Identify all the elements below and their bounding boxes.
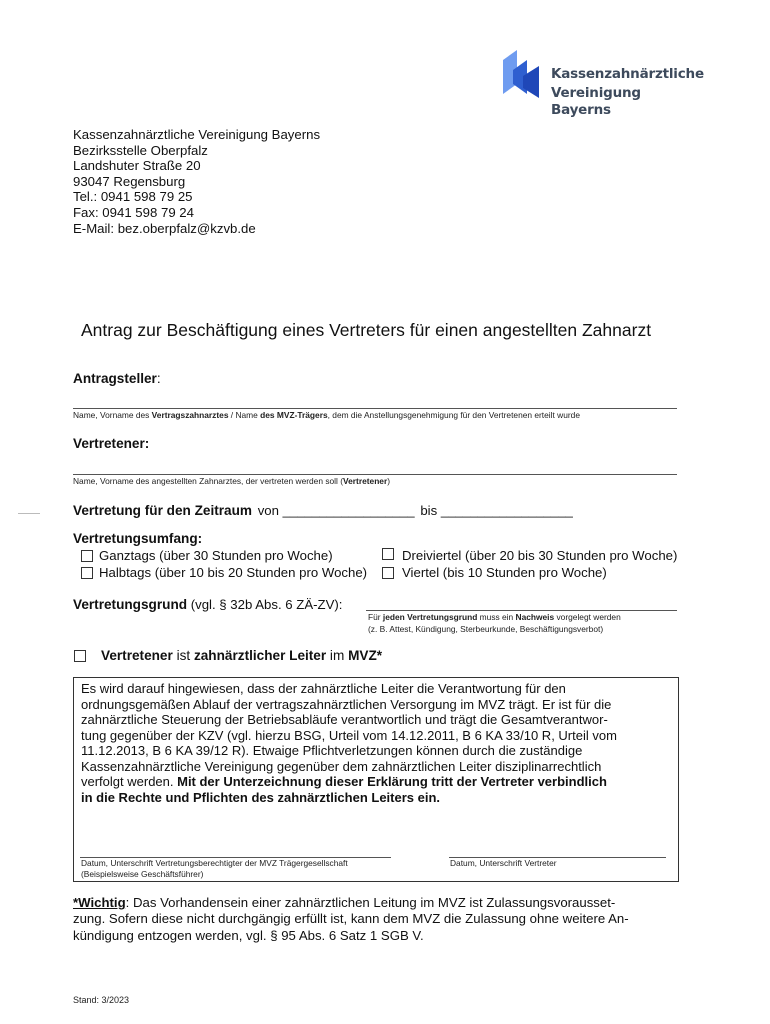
logo-line-2: Vereinigung Bayerns bbox=[551, 85, 641, 118]
kzvb-logo-icon bbox=[503, 50, 541, 100]
option-ganztags: Ganztags (über 30 Stunden pro Woche) bbox=[99, 548, 333, 563]
hint-bold: Nachweis bbox=[515, 612, 555, 622]
grund-row bbox=[73, 597, 342, 612]
vertretener-input-line[interactable] bbox=[73, 462, 677, 475]
hint-bold: Vertretener bbox=[343, 476, 388, 486]
leiter-text: im bbox=[326, 648, 349, 663]
hint-text: ) bbox=[387, 476, 391, 486]
address-line: Landshuter Straße 20 bbox=[73, 158, 201, 174]
wichtig-line: kündigung entzogen werden, vgl. § 95 Abs. 6 Satz 1 SGB V. bbox=[73, 927, 424, 943]
notice-line: Kassenzahnärztliche Vereinigung gegenüber dem zahnärztlichen Leiter disziplinarrechtlich bbox=[81, 758, 602, 774]
checkbox-leiter[interactable] bbox=[74, 650, 86, 662]
zeitraum-bis-field[interactable]: __________________ bbox=[440, 503, 573, 518]
checkbox-halbtags[interactable] bbox=[81, 567, 93, 579]
margin-mark bbox=[18, 513, 40, 514]
grund-input-line[interactable] bbox=[366, 598, 677, 611]
antragsteller-input-line[interactable] bbox=[73, 396, 677, 409]
grund-hint-2: (z. B. Attest, Kündigung, Sterbeurkunde, Beschäftigungsverbot) bbox=[368, 624, 604, 634]
signature-hint-line: (Beispielsweise Geschäftsführer) bbox=[81, 869, 204, 879]
signature-hint-vertreter: Datum, Unterschrift Vertreter bbox=[450, 858, 557, 868]
hint-text: vorgelegt werden bbox=[554, 612, 621, 622]
leiter-bold: Vertretener bbox=[101, 648, 173, 663]
notice-line bbox=[81, 774, 617, 790]
zeitraum-label: Vertretung für den Zeitraum bbox=[73, 503, 253, 518]
hint-text: Für bbox=[368, 612, 383, 622]
wichtig-line bbox=[73, 895, 629, 911]
antragsteller-label: Antragsteller bbox=[73, 371, 157, 386]
wichtig-label: *Wichtig bbox=[73, 895, 126, 910]
zeitraum-row bbox=[73, 503, 573, 518]
leiter-bold: zahnärztlicher Leiter bbox=[193, 648, 327, 663]
wichtig-note bbox=[73, 895, 629, 944]
signature-hint-traeger bbox=[81, 858, 348, 880]
leiter-notice-box bbox=[73, 677, 679, 882]
checkbox-viertel[interactable] bbox=[382, 567, 394, 579]
logo-line-1: Kassenzahnärztliche bbox=[551, 66, 704, 82]
zeitraum-bis: bis bbox=[420, 503, 438, 518]
vertretener-hint bbox=[73, 476, 390, 487]
signature-hint-line: Datum, Unterschrift Vertretungsberechtigter der MVZ Trägergesellschaft bbox=[81, 858, 348, 868]
notice-text bbox=[81, 681, 617, 805]
address-phone: Tel.: 0941 598 79 25 bbox=[73, 189, 193, 205]
stand-footer: Stand: 3/2023 bbox=[73, 995, 130, 1005]
leiter-bold: MVZ* bbox=[348, 648, 383, 663]
notice-line: zahnärztliche Steuerung der Betriebsabläufe verantwortlich und trägt die Gesamtverantwor- bbox=[81, 712, 608, 727]
address-line: Kassenzahnärztliche Vereinigung Bayerns bbox=[73, 127, 321, 142]
address-block bbox=[73, 127, 320, 236]
checkbox-dreiviertel[interactable] bbox=[382, 548, 394, 560]
notice-line: 11.12.2013, B 6 KA 39/12 R). Etwaige Pflichtverletzungen können durch die zuständige bbox=[81, 743, 583, 758]
notice-text-part: verfolgt werden. bbox=[81, 774, 178, 789]
address-line: 93047 Regensburg bbox=[73, 173, 186, 189]
checkbox-ganztags[interactable] bbox=[81, 550, 93, 562]
notice-line: ordnungsgemäßen Ablauf der vertragszahnärztlichen Versorgung im MVZ trägt. Er ist für die bbox=[81, 696, 612, 712]
notice-line: Es wird darauf hingewiesen, dass der zahnärztliche Leiter die Verantwortung für den bbox=[81, 681, 566, 696]
hint-text: / Name bbox=[228, 410, 261, 420]
leiter-label bbox=[101, 648, 382, 663]
antragsteller-heading bbox=[73, 371, 161, 386]
leiter-text: ist bbox=[172, 648, 194, 663]
wichtig-line: zung. Sofern diese nicht durchgängig erfüllt ist, kann dem MVZ die Zulassung ohne weitere An- bbox=[73, 911, 629, 927]
option-viertel: Viertel (bis 10 Stunden pro Woche) bbox=[402, 565, 607, 580]
grund-hint-1 bbox=[368, 612, 621, 623]
antragsteller-colon: : bbox=[156, 371, 161, 386]
zeitraum-von-field[interactable]: __________________ bbox=[282, 503, 415, 518]
hint-text: Name, Vorname des bbox=[73, 410, 152, 420]
antragsteller-hint bbox=[73, 410, 580, 421]
notice-line bbox=[81, 790, 617, 806]
logo bbox=[503, 50, 704, 118]
hint-bold: des MVZ-Trägers bbox=[260, 410, 328, 420]
hint-bold: Vertragszahnarztes bbox=[151, 410, 229, 420]
address-email: E-Mail: bez.oberpfalz@kzvb.de bbox=[73, 220, 256, 236]
grund-paren: (vgl. § 32b Abs. 6 ZÄ-ZV): bbox=[187, 597, 343, 612]
vertretener-heading: Vertretener: bbox=[73, 436, 150, 451]
notice-bold-part: Mit der Unterzeichnung dieser Erklärung tritt der Vertreter verbindlich bbox=[177, 774, 607, 789]
hint-bold: jeden Vertretungsgrund bbox=[382, 612, 478, 622]
address-line: Bezirksstelle Oberpfalz bbox=[73, 142, 208, 158]
option-dreiviertel: Dreiviertel (über 20 bis 30 Stunden pro Woche) bbox=[402, 548, 678, 563]
hint-text: Name, Vorname des angestellten Zahnarztes, der vertreten werden soll ( bbox=[73, 476, 343, 486]
address-fax: Fax: 0941 598 79 24 bbox=[73, 204, 194, 220]
umfang-heading: Vertretungsumfang: bbox=[73, 531, 203, 546]
wichtig-text: : Das Vorhandensein einer zahnärztlichen Leitung im MVZ ist Zulassungsvorausset- bbox=[125, 895, 616, 910]
hint-text: muss ein bbox=[477, 612, 516, 622]
notice-bold-part: in die Rechte und Pflichten des zahnärztlichen Leiters ein. bbox=[81, 789, 441, 805]
zeitraum-von: von bbox=[257, 503, 279, 518]
notice-line: tung gegenüber der KZV (vgl. hierzu BSG, Urteil vom 14.12.2011, B 6 KA 33/10 R, Urteil vom bbox=[81, 727, 617, 743]
option-halbtags: Halbtags (über 10 bis 20 Stunden pro Woche) bbox=[99, 565, 368, 580]
grund-label: Vertretungsgrund bbox=[73, 597, 188, 612]
hint-text: , dem die Anstellungsgenehmigung für den Vertretenen erteilt wurde bbox=[327, 410, 580, 420]
form-title: Antrag zur Beschäftigung eines Vertreters für einen angestellten Zahnarzt bbox=[81, 320, 652, 340]
